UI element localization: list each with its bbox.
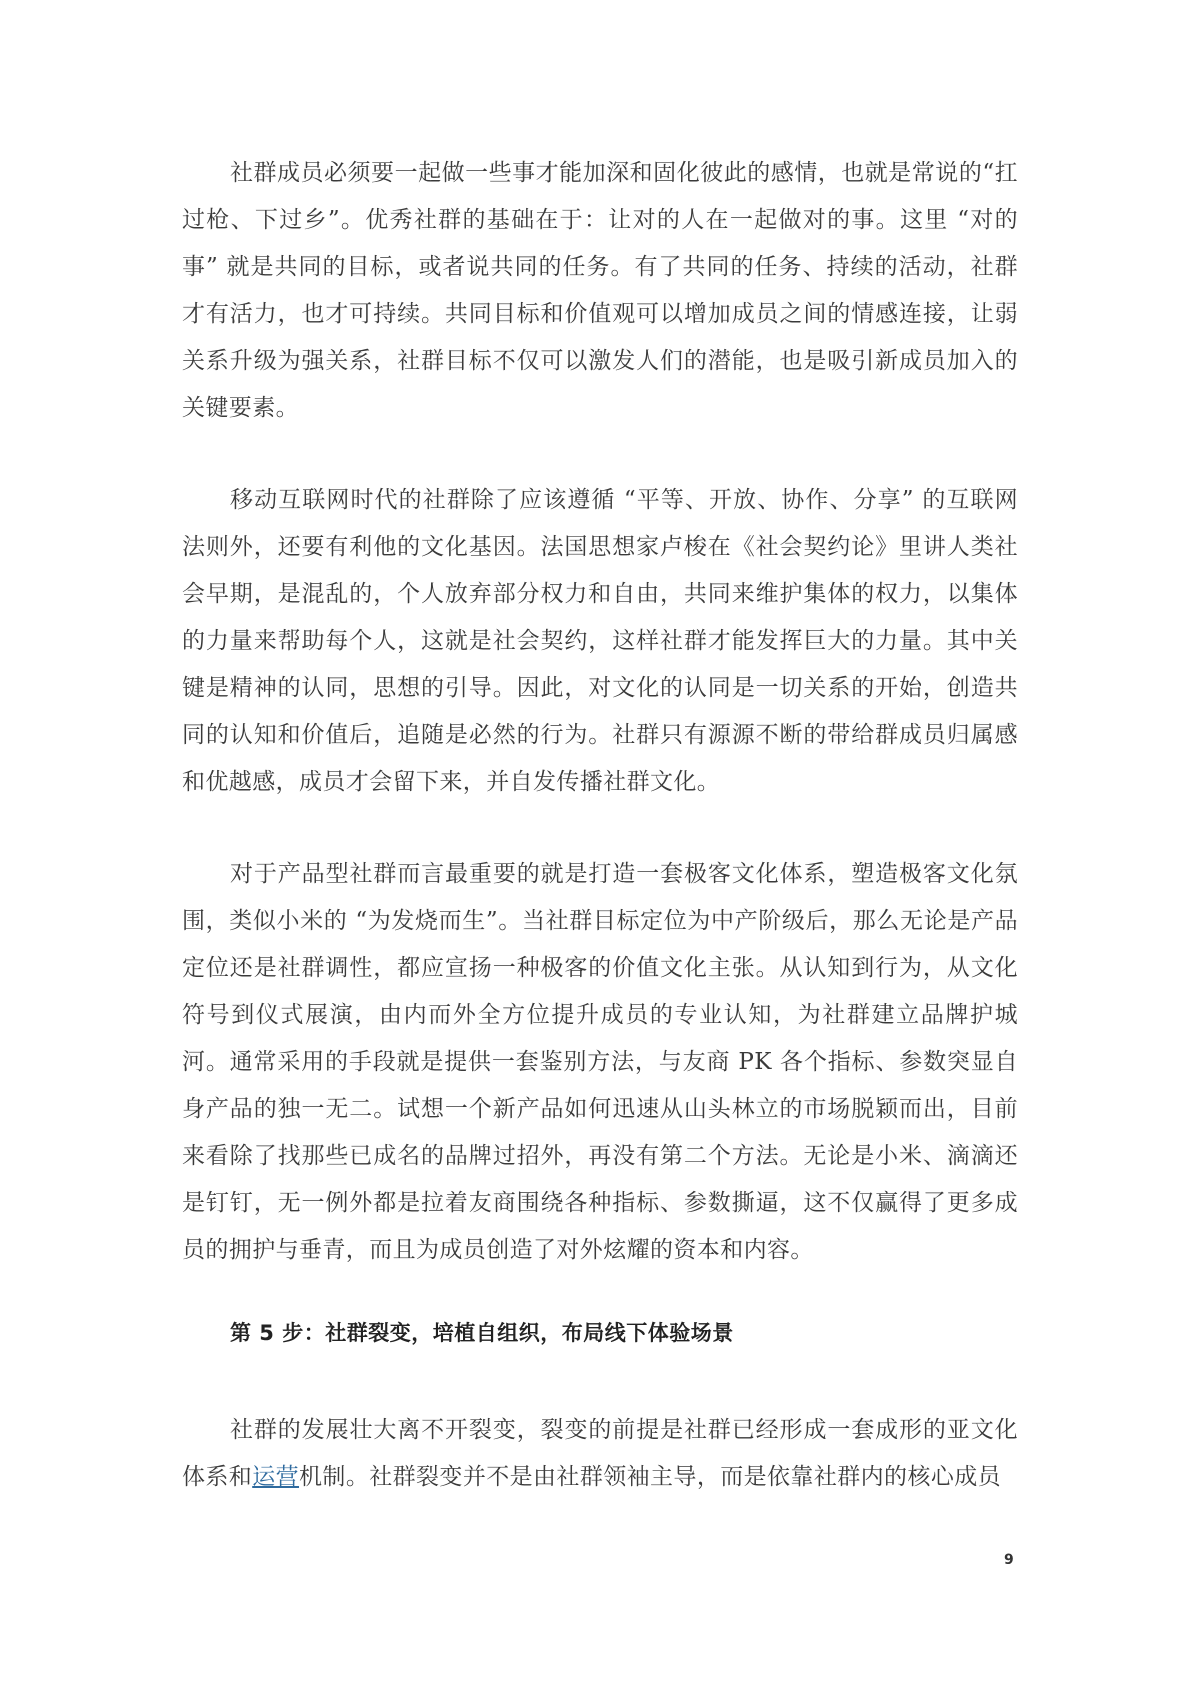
paragraph-text-after-link: 机制。社群裂变并不是由社群领袖主导，而是依靠社群内的核心成员 xyxy=(299,1464,1002,1490)
paragraph-shared-goals: 社群成员必须要一起做一些事才能加深和固化彼此的感情，也就是常说的“扛过枪、下过乡”。优秀社群的基础在于：让对的人在一起做对的事。这里 “对的事” 就是共同的目标，或者说共同的任务。有了共同的任务、持续的活动，社群才有活力，也才可持续。共同目标和价值观可以增加成员之间的情感连接，让弱关系升级为强关系，社群目标不仅可以激发人们的潜能，也是吸引新成员加入的关键要素。 xyxy=(182,160,1018,421)
paragraph-geek-culture: 对于产品型社群而言最重要的就是打造一套极客文化体系，塑造极客文化氛围，类似小米的 “为发烧而生”。当社群目标定位为中产阶级后，那么无论是产品定位还是社群调性，都应宣扬一种极客的价值文化主张。从认知到行为，从文化符号到仪式展演，由内而外全方位提升成员的专业认知，为社群建立品牌护城河。通常采用的手段就是提供一套鉴别方法，与友商 PK 各个指标、参数突显自身产品的独一无二。试想一个新产品如何迅速从山头林立的市场脱颖而出，目前来看除了找那些已成名的品牌过招外，再没有第二个方法。无论是小米、滴滴还是钉钉，无一例外都是拉着友商围绕各种指标、参数撕逼，这不仅赢得了更多成员的拥护与垂青，而且为成员创造了对外炫耀的资本和内容。 xyxy=(182,861,1018,1263)
paragraph-spacer xyxy=(182,806,1018,851)
paragraph-community-fission xyxy=(182,1407,1018,1501)
paragraph-spacer xyxy=(182,432,1018,477)
paragraph-text-before-link: 社群的发展壮大离不开裂变，裂变的前提是社群已经形成一套成形的亚文化体系和 xyxy=(182,1417,1018,1490)
page-number: 9 xyxy=(1004,1552,1014,1568)
paragraph-culture-gene: 移动互联网时代的社群除了应该遵循 “平等、开放、协作、分享” 的互联网法则外，还要有利他的文化基因。法国思想家卢梭在《社会契约论》里讲人类社会早期，是混乱的，个人放弃部分权力和自由，共同来维护集体的权力，以集体的力量来帮助每个人，这就是社会契约，这样社群才能发挥巨大的力量。其中关键是精神的认同，思想的引导。因此，对文化的认同是一切关系的开始，创造共同的认知和价值后，追随是必然的行为。社群只有源源不断的带给群成员归属感和优越感，成员才会留下来，并自发传播社群文化。 xyxy=(182,487,1018,795)
section-heading-step-5: 第 5 步：社群裂变，培植自组织，布局线下体验场景 xyxy=(230,1321,734,1345)
heading-spacer xyxy=(182,1274,1018,1310)
heading-spacer xyxy=(182,1357,1018,1407)
operations-link[interactable]: 运营 xyxy=(252,1464,300,1490)
document-page xyxy=(182,150,1018,1501)
